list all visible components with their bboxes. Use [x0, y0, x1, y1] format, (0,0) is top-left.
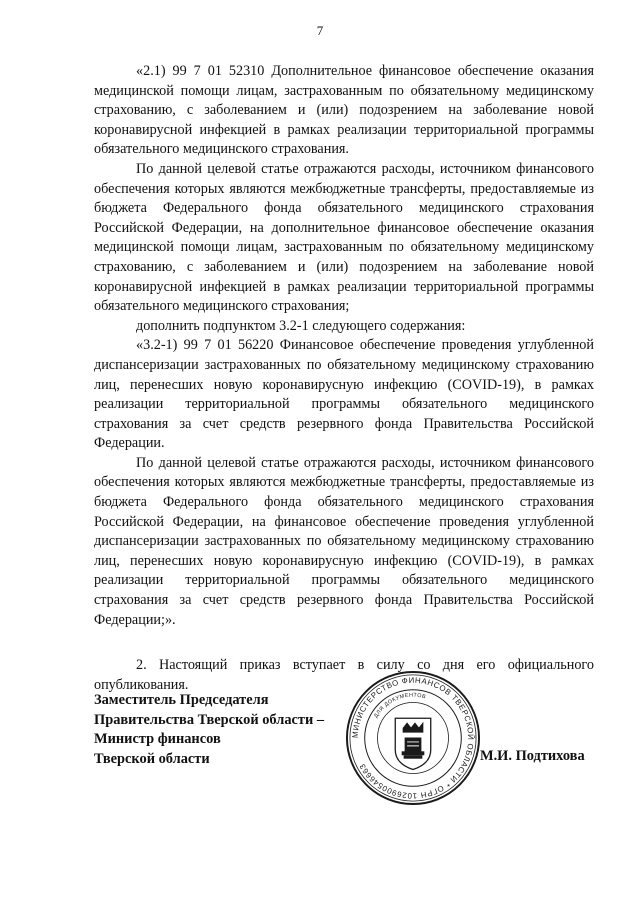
- signer-name: М.И. Подтихова: [480, 748, 585, 764]
- signer-position-line: Заместитель Председателя: [94, 692, 269, 708]
- signer-position-line: Министр финансов: [94, 731, 221, 747]
- coat-of-arms-emblem: [395, 718, 430, 769]
- paragraph-item-2-1: «2.1) 99 7 01 52310 Дополнительное финансовое обеспечение оказания медицинской помощи лицам, застрахованным по обязательному медицинскому страхованию, с заболеванием и (или) подозрением на заболевание новой коронавирусной инфекцией в рамках реализации территориальной программы обязательного медицинского страхования.: [94, 63, 594, 158]
- signer-position: [94, 691, 354, 769]
- seal-inner-text: ДЛЯ ДОКУМЕНТОВ: [373, 692, 427, 720]
- paragraph-item-2-1-description: По данной целевой статье отражаются расходы, источником финансового обеспечения которых являются межбюджетные трансферты, предоставляемые из бюджета Федерального фонда обязательного медицинского страхования Российской Федерации, на дополнительное финансовое обеспечение оказания медицинской помощи лицам, застрахованным по обязательному медицинскому страхованию, с заболеванием и (или) подозрением на заболевание новой коронавирусной инфекцией в рамках реализации территориальной программы обязательного медицинского страхования;: [94, 160, 594, 315]
- paragraph-effective-date: 2. Настоящий приказ вступает в силу со дня его официального опубликования.: [94, 657, 594, 693]
- seal-outer-text: МИНИСТЕРСТВО ФИНАНСОВ ТВЕРСКОЙ ОБЛАСТИ * ОГРН 1026900546663: [350, 675, 476, 801]
- paragraph-amendment-intro: дополнить подпунктом 3.2-1 следующего содержания:: [136, 317, 466, 334]
- official-seal-stamp: [344, 669, 482, 807]
- signer-position-line: Правительства Тверской области –: [94, 711, 325, 728]
- page-number: 7: [316, 23, 324, 38]
- paragraph-item-3-2-1: «3.2-1) 99 7 01 56220 Финансовое обеспечение проведения углубленной диспансеризации застрахованных по обязательному медицинскому страхованию лиц, перенесших новую коронавирусную инфекцию (COVID-19), в рамках реализации территориальной программы обязательного медицинского страхования за счет средств резервного фонда Правительства Российской Федерации.: [94, 337, 594, 452]
- document-body: [94, 62, 594, 695]
- signer-position-line: Тверской области: [94, 750, 210, 767]
- paragraph-item-3-2-1-description: По данной целевой статье отражаются расходы, источником финансового обеспечения которых являются межбюджетные трансферты, предоставляемые из бюджета Федерального фонда обязательного медицинского страхования Российской Федерации, на финансовое обеспечение проведения углубленной диспансеризации застрахованных по обязательному медицинскому страхованию лиц, перенесших новую коронавирусную инфекцию (COVID-19), в рамках реализации территориальной программы обязательного медицинского страхования за счет средств резервного фонда Правительства Российской Федерации;».: [94, 454, 594, 628]
